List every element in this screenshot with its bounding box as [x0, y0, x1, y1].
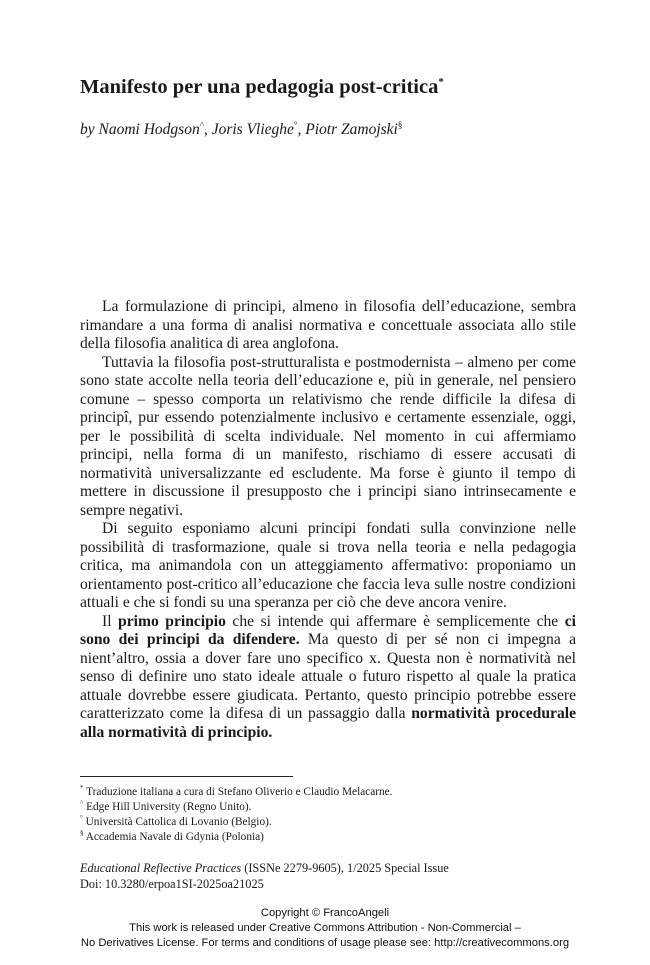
author-separator: ,: [203, 121, 212, 138]
journal-info: [80, 860, 580, 892]
footnote: [80, 815, 580, 830]
footnote-text: Traduzione italiana a cura di Stefano Oliverio e Claudio Melacarne.: [86, 786, 393, 798]
article-body: [80, 298, 576, 742]
footnote-text: Edge Hill University (Regno Unito).: [86, 801, 252, 813]
footnote: [80, 830, 580, 845]
author-name: Joris Vlieghe: [211, 121, 294, 138]
footnote-mark: ^: [80, 799, 84, 808]
author-name: by Naomi Hodgson: [80, 121, 200, 138]
journal-issue: (ISSNe 2279-9605), 1/2025 Special Issue: [241, 861, 449, 875]
footnote-text: Università Cattolica di Lovanio (Belgio).: [85, 816, 272, 828]
author-affiliation-mark[interactable]: °: [293, 119, 298, 130]
article-title: [80, 74, 580, 100]
copyright-line: Copyright © FrancoAngeli: [260, 907, 390, 919]
author-name: Piotr Zamojski: [305, 121, 398, 138]
footnote-mark: *: [80, 784, 84, 793]
journal-citation: [80, 860, 580, 876]
title-footnote-mark[interactable]: *: [438, 76, 444, 89]
article-title-text: Manifesto per una pedagogia post-critica: [80, 76, 439, 98]
body-paragraph: Di seguito esponiamo alcuni principi fondati sulla convinzione nelle possibilità di trasformazione, quale si trova nella teoria e nella pedagogia critica, ma animandola con un atteggiamento affermativo: proponiamo un orientamento post-critico all’educazione che faccia leva sulle nostre condizioni attuali e che si fondi su una speranza per ciò che deve ancora venire.: [80, 520, 576, 611]
bold-phrase: primo principio: [118, 612, 226, 630]
footnote-divider: [80, 776, 293, 777]
body-text: Il: [102, 612, 119, 630]
license-line[interactable]: No Derivatives License. For terms and conditions of usage please see: http://creativecommons.org: [80, 937, 570, 949]
body-text: che si intende qui affermare è semplicemente che: [225, 612, 565, 630]
body-paragraph: La formulazione di principi, almeno in filosofia dell’educazione, sembra rimandare a una forma di analisi normativa e concettuale associata allo stile della filosofia analitica di area anglofona.: [80, 298, 576, 352]
journal-doi[interactable]: Doi: 10.3280/erpoa1SI-2025oa21025: [80, 877, 264, 891]
footnote: [80, 800, 580, 815]
license-line: This work is released under Creative Commons Attribution - Non-Commercial –: [129, 922, 521, 934]
journal-name: Educational Reflective Practices: [80, 861, 242, 875]
footnote-text: Accademia Navale di Gdynia (Polonia): [85, 831, 264, 843]
footnote: [80, 785, 580, 800]
bold-phrase: normatività procedurale alla normatività di principio.: [80, 705, 576, 741]
author-affiliation-mark[interactable]: ^: [199, 119, 204, 130]
footnotes: [80, 785, 580, 845]
author-byline: [80, 120, 402, 140]
body-paragraph: [80, 613, 576, 743]
footnote-mark: °: [80, 814, 83, 823]
bold-phrase: ci sono dei principi da difendere.: [80, 612, 576, 648]
body-paragraph: Tuttavia la filosofia post-strutturalista e postmodernista – almeno per come sono state accolte nella teoria dell’educazione e, più in generale, nel pensiero comune – spesso comporta un relativismo che rende difficile la difesa di principî, pur essendo potenzialmente inclusivo e certamente essenziale, oggi, per le possibilità di scelta individuale. Nel momento in cui affermiamo principi, nella forma di un manifesto, rischiamo di essere accusati di normatività universalizzante ed escludente. Ma forse è giunto il tempo di mettere in discussione il presupposto che i principi siano intrinsecamente e sempre negativi.: [80, 353, 576, 519]
author-separator: ,: [297, 121, 306, 138]
license-notice: [0, 906, 650, 951]
body-text: Ma questo di per sé non ci impegna a nient’altro, ossia a dover fare uno specifico x. Questa non è normatività nel senso di definire uno stato ideale attuale o futuro rispetto al quale la pratica attuale dovrebbe essere giudicata. Pertanto, questo principio potrebbe essere caratterizzato come la difesa di un passaggio dalla: [80, 631, 576, 722]
footnote-mark: §: [80, 829, 84, 838]
author-affiliation-mark[interactable]: §: [397, 119, 403, 130]
